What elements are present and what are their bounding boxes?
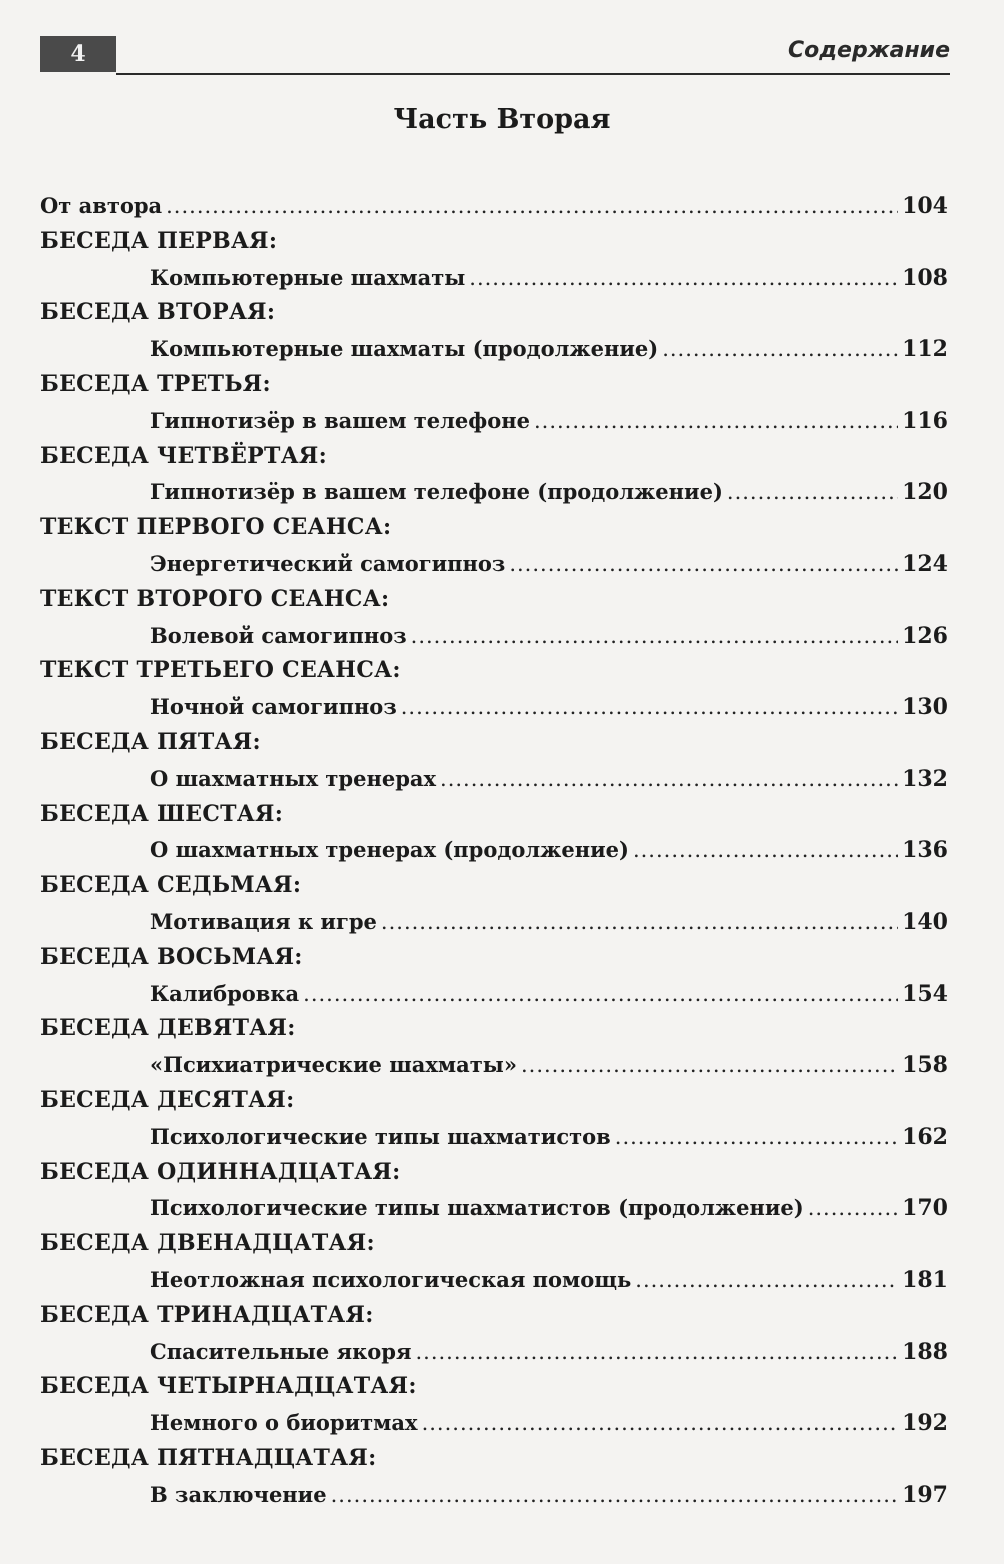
- toc-section-heading: ТЕКСТ ПЕРВОГО СЕАНСА:: [40, 514, 392, 541]
- toc-page-number: 140: [902, 908, 948, 935]
- toc-section-heading: БЕСЕДА ДЕВЯТАЯ:: [40, 1015, 296, 1042]
- toc-section-heading: БЕСЕДА ПЯТНАДЦАТАЯ:: [40, 1444, 377, 1471]
- toc-page-number: 197: [902, 1481, 948, 1508]
- toc-entry-title: Ночной самогипноз: [150, 694, 397, 720]
- toc-entry[interactable]: [40, 260, 948, 296]
- toc-entry-title: Калибровка: [150, 980, 300, 1006]
- dot-leader: [633, 833, 898, 869]
- page-header: [40, 36, 950, 76]
- toc-section-heading: БЕСЕДА ШЕСТАЯ:: [40, 800, 284, 827]
- toc-page-number: 112: [902, 336, 948, 363]
- part-title: Часть Вторая: [393, 104, 611, 135]
- toc-section-heading: БЕСЕДА ЧЕТВЁРТАЯ:: [40, 442, 328, 469]
- table-of-contents: [40, 188, 948, 1512]
- toc-page-number: 136: [902, 837, 948, 864]
- toc-page-number: 158: [902, 1052, 948, 1079]
- toc-entry[interactable]: [40, 1047, 948, 1083]
- toc-section-heading: БЕСЕДА ДВЕНАДЦАТАЯ:: [40, 1230, 375, 1257]
- dot-leader: [509, 547, 898, 583]
- dot-leader: [331, 1478, 898, 1514]
- toc-entry-title: В заключение: [150, 1481, 327, 1507]
- toc-entry[interactable]: [40, 1334, 948, 1370]
- toc-page-number: 132: [902, 765, 948, 792]
- toc-page-number: 108: [902, 264, 948, 291]
- dot-leader: [440, 762, 898, 798]
- toc-entry[interactable]: [40, 474, 948, 510]
- toc-entry-title: Немного о биоритмах: [150, 1410, 418, 1436]
- toc-page-number: 104: [902, 193, 948, 219]
- dot-leader: [521, 1048, 898, 1084]
- toc-section-heading: БЕСЕДА ПЕРВАЯ:: [40, 227, 278, 254]
- toc-entry-title: Компьютерные шахматы (продолжение): [150, 336, 659, 362]
- toc-entry-title: О шахматных тренерах: [150, 765, 437, 791]
- toc-entry[interactable]: [40, 1405, 948, 1441]
- toc-entry[interactable]: [40, 832, 948, 868]
- toc-entry-title: Энергетический самогипноз: [150, 550, 506, 576]
- toc-entry-title: От автора: [40, 193, 163, 218]
- toc-entry-title: Психологические типы шахматистов: [150, 1123, 611, 1149]
- toc-entry[interactable]: [40, 1477, 948, 1513]
- dot-leader: [662, 332, 898, 368]
- dot-leader: [635, 1263, 898, 1299]
- toc-section-heading: БЕСЕДА ПЯТАЯ:: [40, 728, 261, 755]
- toc-section-heading: БЕСЕДА ЧЕТЫРНАДЦАТАЯ:: [40, 1373, 417, 1400]
- toc-entry-title: Мотивация к игре: [150, 908, 377, 934]
- toc-entry[interactable]: [40, 761, 948, 797]
- toc-entry[interactable]: [40, 403, 948, 439]
- toc-entry[interactable]: [40, 1119, 948, 1155]
- dot-leader: [381, 905, 898, 941]
- toc-entry[interactable]: [40, 1262, 948, 1298]
- toc-entry-title: Волевой самогипноз: [150, 622, 407, 648]
- toc-page-number: 126: [902, 622, 948, 649]
- toc-section-heading: БЕСЕДА СЕДЬМАЯ:: [40, 872, 302, 899]
- toc-entry[interactable]: [40, 689, 948, 725]
- dot-leader: [808, 1191, 898, 1227]
- toc-section-heading: БЕСЕДА ТРИНАДЦАТАЯ:: [40, 1301, 374, 1328]
- toc-page-number: 130: [902, 694, 948, 721]
- toc-page-number: 170: [902, 1195, 948, 1222]
- toc-entry[interactable]: [40, 546, 948, 582]
- toc-section-heading: БЕСЕДА ТРЕТЬЯ:: [40, 370, 271, 397]
- dot-leader: [166, 189, 898, 225]
- dot-leader: [615, 1120, 898, 1156]
- toc-entry-title: Компьютерные шахматы: [150, 264, 466, 290]
- toc-page-number: 124: [902, 550, 948, 577]
- toc-page-number: 188: [902, 1338, 948, 1365]
- dot-leader: [415, 1335, 898, 1371]
- toc-page-number: 154: [902, 980, 948, 1007]
- toc-entry[interactable]: [40, 188, 948, 224]
- dot-leader: [411, 619, 898, 655]
- toc-page-number: 162: [902, 1123, 948, 1150]
- toc-entry[interactable]: [40, 904, 948, 940]
- toc-entry[interactable]: [40, 618, 948, 654]
- dot-leader: [534, 404, 898, 440]
- page-number: 4: [40, 36, 116, 72]
- toc-section-heading: ТЕКСТ ВТОРОГО СЕАНСА:: [40, 585, 390, 612]
- toc-entry[interactable]: [40, 331, 948, 367]
- toc-entry-title: «Психиатрические шахматы»: [150, 1052, 517, 1078]
- toc-section-heading: БЕСЕДА ВТОРАЯ:: [40, 299, 276, 326]
- header-rule: [116, 73, 950, 75]
- dot-leader: [469, 261, 898, 297]
- toc-section-heading: БЕСЕДА ОДИННАДЦАТАЯ:: [40, 1158, 401, 1185]
- toc-entry-title: Спасительные якоря: [150, 1338, 412, 1364]
- toc-entry[interactable]: [40, 1190, 948, 1226]
- toc-entry-title: Неотложная психологическая помощь: [150, 1266, 632, 1292]
- toc-page-number: 181: [902, 1266, 948, 1293]
- toc-entry-title: Психологические типы шахматистов (продолжение): [150, 1195, 804, 1221]
- dot-leader: [303, 977, 898, 1013]
- toc-section-heading: БЕСЕДА ВОСЬМАЯ:: [40, 943, 303, 970]
- toc-entry-title: О шахматных тренерах (продолжение): [150, 837, 629, 863]
- toc-entry-title: Гипнотизёр в вашем телефоне (продолжение): [150, 479, 723, 505]
- toc-page-number: 192: [902, 1410, 948, 1437]
- toc-section-heading: ТЕКСТ ТРЕТЬЕГО СЕАНСА:: [40, 657, 401, 684]
- toc-entry-title: Гипнотизёр в вашем телефоне: [150, 407, 530, 433]
- toc-entry[interactable]: [40, 976, 948, 1012]
- running-head-title: Содержание: [788, 38, 950, 63]
- dot-leader: [401, 690, 898, 726]
- toc-page-number: 120: [902, 479, 948, 506]
- dot-leader: [422, 1406, 899, 1442]
- toc-section-heading: БЕСЕДА ДЕСЯТАЯ:: [40, 1086, 295, 1113]
- toc-page-number: 116: [902, 407, 948, 434]
- dot-leader: [727, 475, 898, 511]
